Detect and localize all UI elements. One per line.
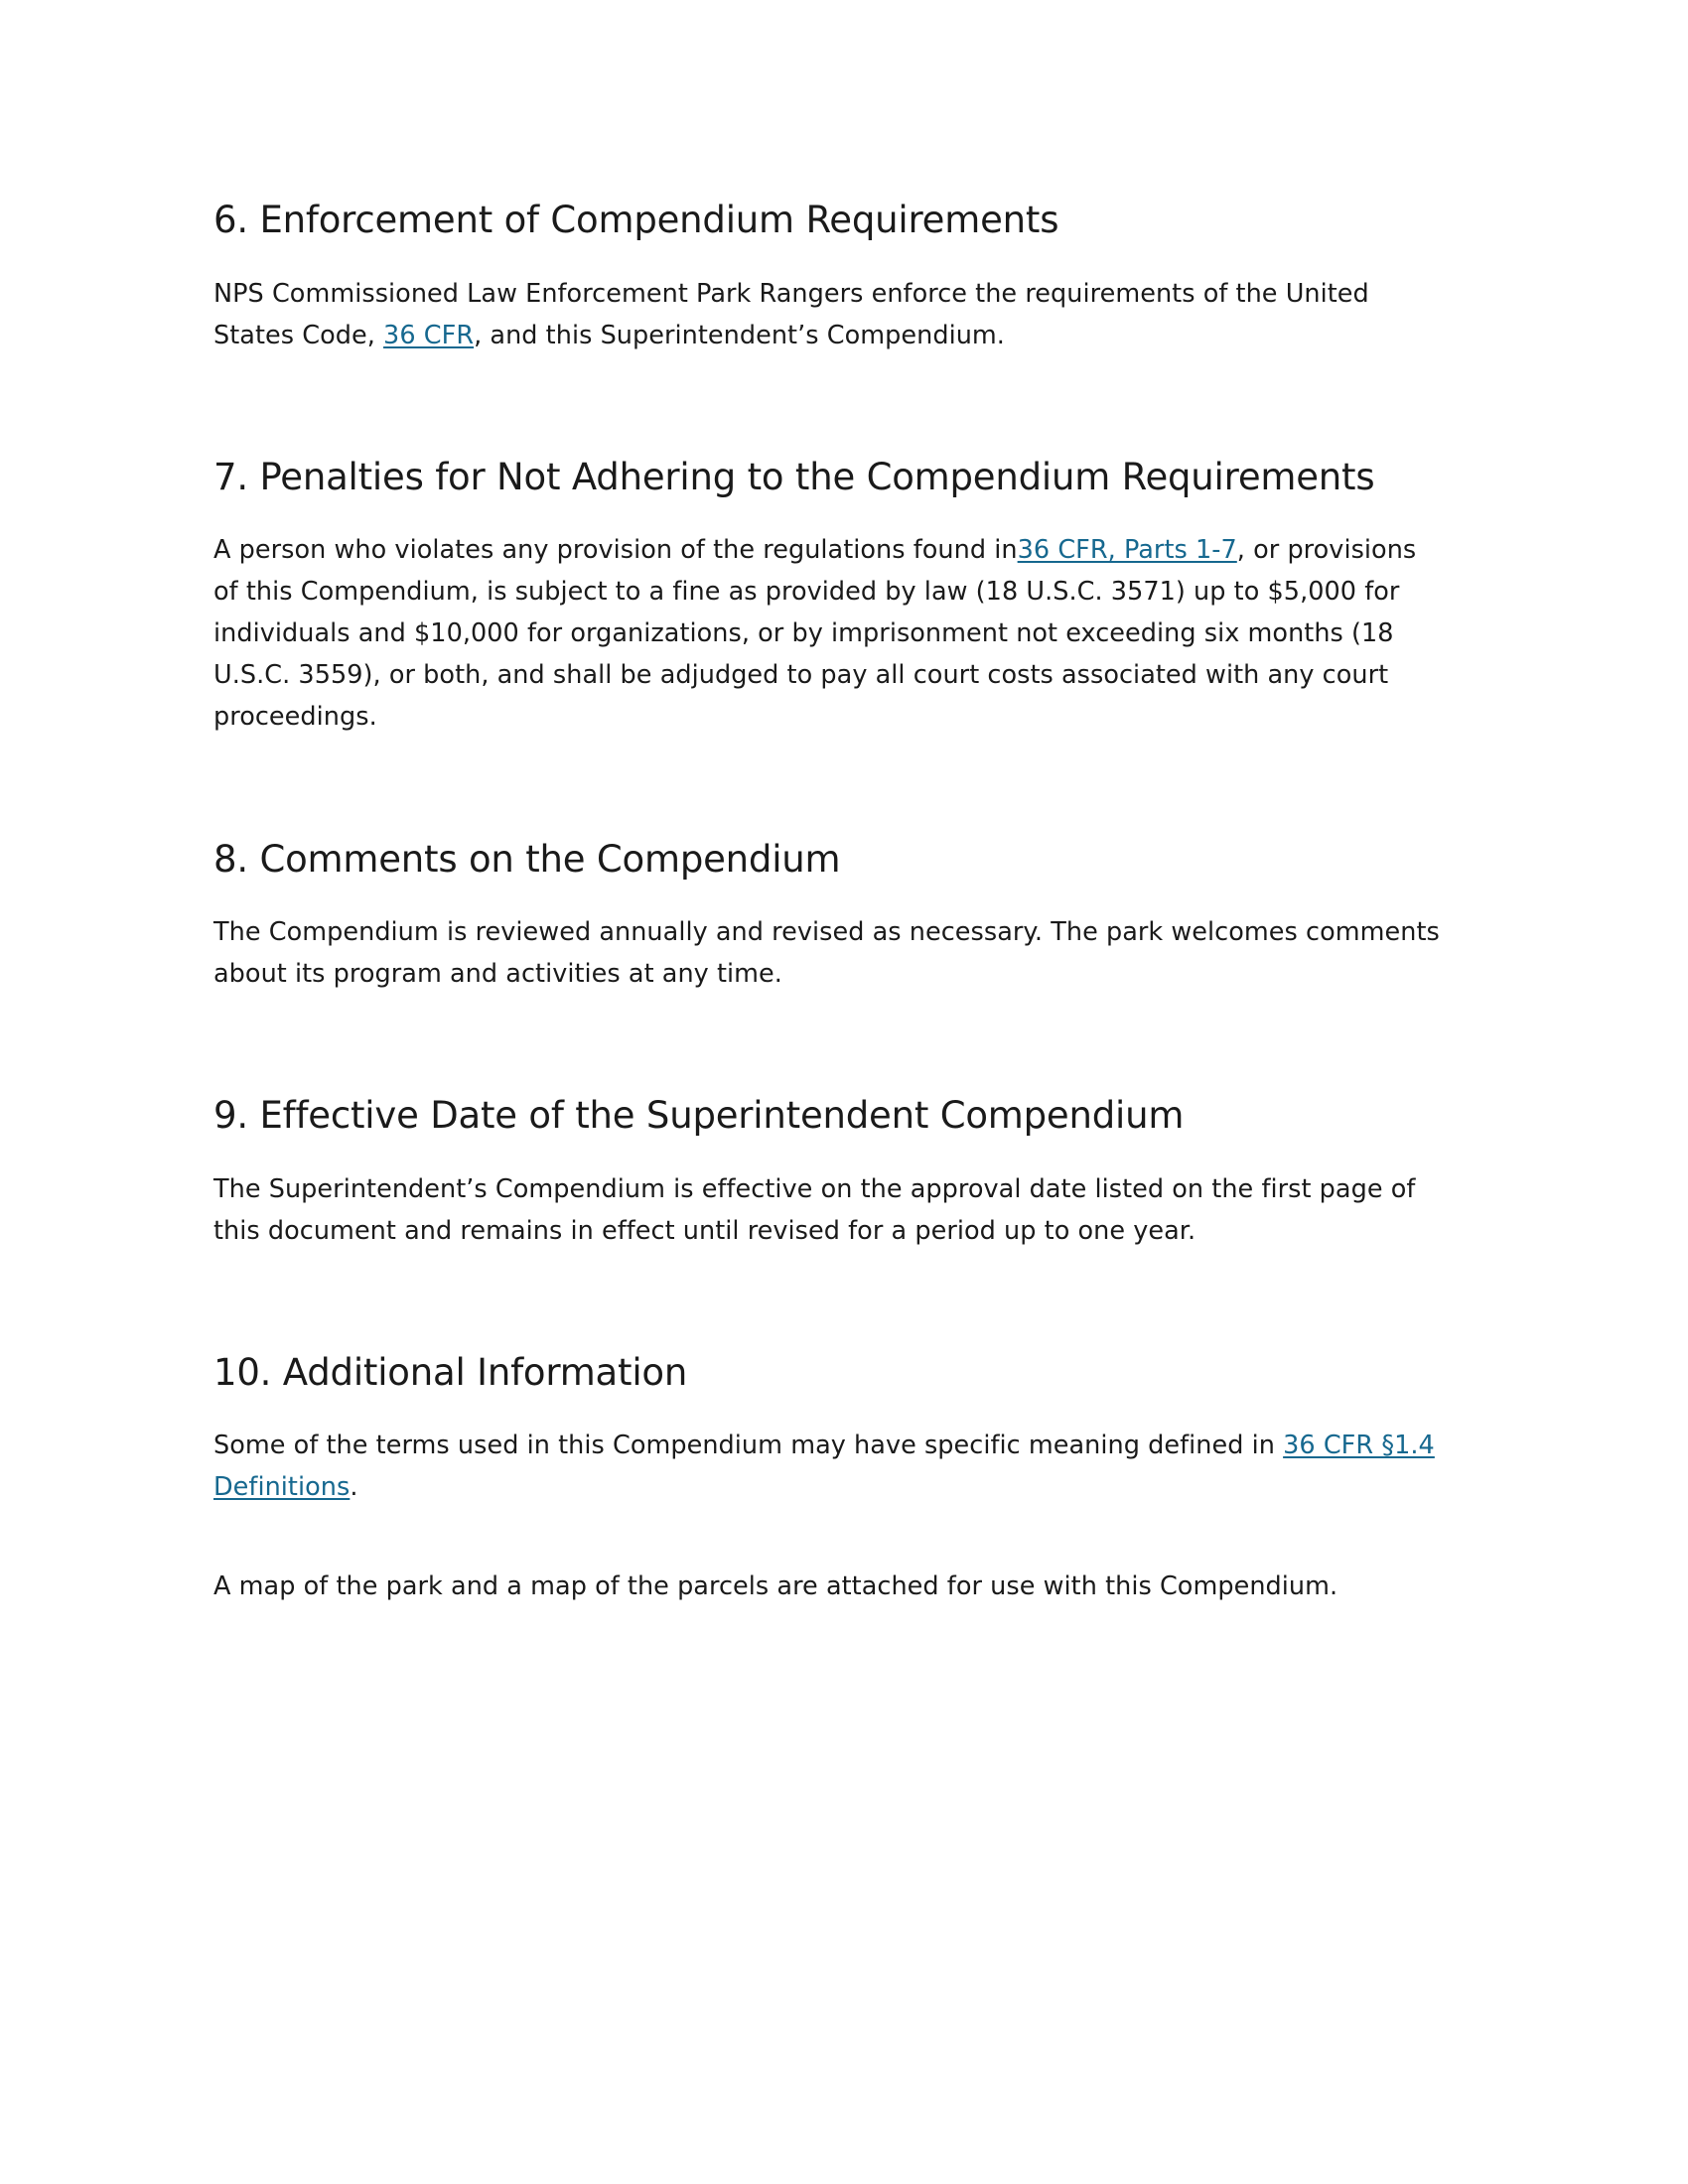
section-6-heading: 6. Enforcement of Compendium Requirements [213, 199, 1059, 241]
link-36-cfr-definitions[interactable]: 36 CFR §1.4 Definitions [213, 1431, 1435, 1503]
link-36-cfr[interactable]: 36 CFR [383, 320, 475, 350]
section-8 [213, 834, 1445, 996]
section-7-text-after-link: , or provisions of this Compendium, is subject to a fine as provided by law (18 U.S.C. 3571) up to $5,000 for individuals and $10,000 for organizations, or by imprisonment not exceeding six months (18 U.S.C. 3559), or both, and shall be adjudged to pay all court costs associated with any court proceedings. [213, 535, 1417, 733]
section-6-text-after-link: , and this Superintendent’s Compendium. [474, 320, 1005, 350]
section-10-text-before-link: Some of the terms used in this Compendium may have specific meaning defined in [213, 1431, 1284, 1461]
section-10-text-after-link: . [350, 1472, 358, 1503]
section-6-paragraph [213, 273, 1445, 356]
section-6-text-before-link: NPS Commissioned Law Enforcement Park Rangers enforce the requirements of the United States Code, [213, 278, 1369, 350]
link-36-cfr-parts-1-7[interactable]: 36 CFR, Parts 1-7 [1017, 535, 1237, 566]
section-9 [213, 1090, 1445, 1252]
section-10 [213, 1347, 1445, 1608]
section-7-heading: 7. Penalties for Not Adhering to the Compendium Requirements [213, 455, 1375, 498]
section-7 [213, 452, 1445, 739]
section-6 [213, 195, 1445, 356]
section-10-heading: 10. Additional Information [213, 1350, 688, 1394]
section-9-heading: 9. Effective Date of the Superintendent Compendium [213, 1094, 1185, 1138]
section-10-paragraph [213, 1425, 1445, 1508]
section-8-paragraph: The Compendium is reviewed annually and revised as necessary. The park welcomes comments about its program and activities at any time. [213, 917, 1440, 990]
section-7-text-before-link: A person who violates any provision of the regulations found in [213, 535, 1018, 566]
section-7-paragraph [213, 529, 1445, 738]
section-8-heading: 8. Comments on the Compendium [213, 837, 841, 881]
document-body [213, 195, 1445, 1608]
section-10-trailing-paragraph: A map of the park and a map of the parcels are attached for use with this Compendium. [213, 1571, 1338, 1602]
section-9-paragraph: The Superintendent’s Compendium is effective on the approval date listed on the first page of this document and remains in effect until revised for a period up to one year. [213, 1173, 1416, 1246]
